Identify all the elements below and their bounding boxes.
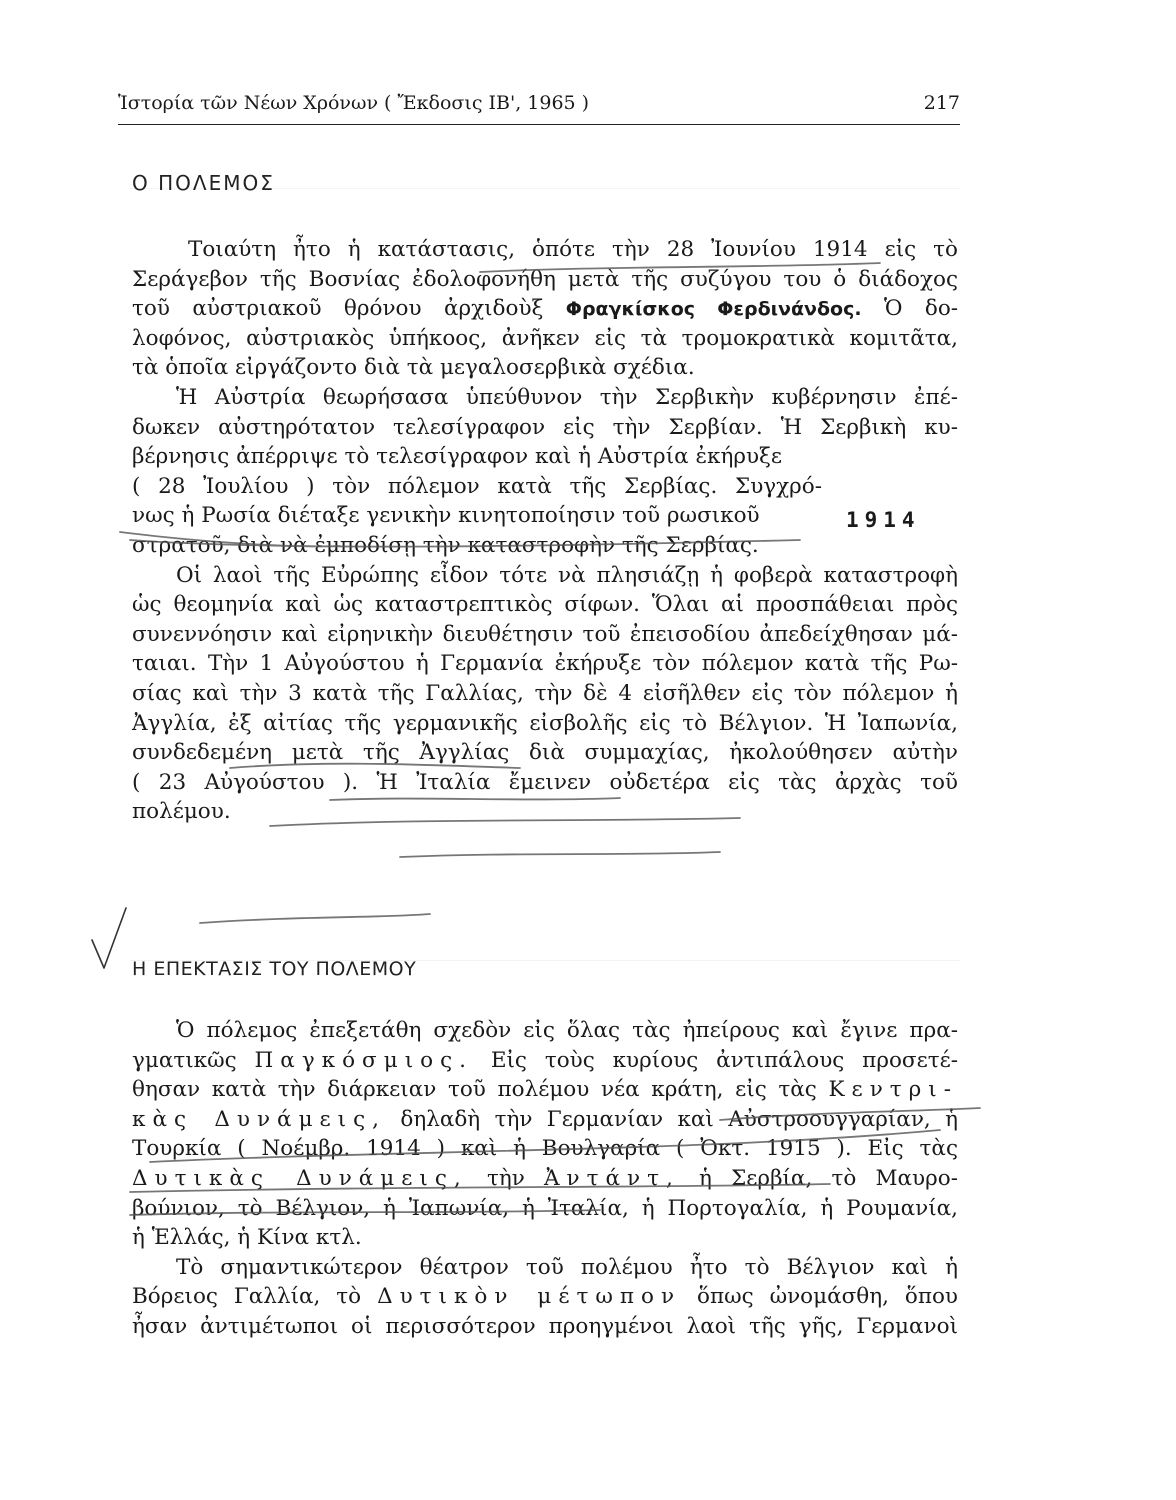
pencil-underline <box>270 818 740 826</box>
page-number: 217 <box>923 92 960 114</box>
text-line: Τουρκία ( Νοέμβρ. 1914 ) καὶ ἡ Βουλγαρία ( Ὀκτ. 1915 ). Εἰς τὰς <box>132 1136 958 1162</box>
text-line: συνδεδεμένη μετὰ τῆς Ἀγγλίας διὰ συμμαχίας, ἠκολούθησεν αὐτὴν <box>132 740 958 766</box>
pencil-underline <box>130 1210 600 1215</box>
text-line: Τοιαύτη ἦτο ἡ κατάστασις, ὁπότε τὴν 28 Ἰουνίου 1914 εἰς τὸ <box>188 237 958 262</box>
text-line: ἦσαν ἀντιμέτωποι οἱ περισσότερον προηγμένοι λαοὶ τῆς γῆς, Γερμανοὶ <box>132 1313 958 1339</box>
text-line: βούνιον, τὸ Βέλγιον, ἡ Ἰαπωνία, ἡ Ἰταλία, ἡ Πορτογαλία, ἡ Ρουμανία, <box>132 1195 958 1221</box>
running-title: Ἱστορία τῶν Νέων Χρόνων ( Ἔκδοσις ΙΒ', 1965 ) <box>118 92 590 114</box>
text-line: βέρνησις ἀπέρριψε τὸ τελεσίγραφον καὶ ἡ Αὐστρία ἐκήρυξε <box>132 444 783 470</box>
section-title: Ο ΠΟΛΕΜΟΣ <box>132 171 275 195</box>
text-line: Ἡ Αὐστρία θεωρήσασα ὑπεύθυνον τὴν Σερβικὴν κυβέρνησιν ἐπέ- <box>176 384 958 410</box>
spaced-term: Δυτικὰς Δυνάμεις, <box>132 1165 468 1191</box>
text-line: Ὁ πόλεμος ἐπεξετάθη σχεδὸν εἰς ὅλας τὰς ἠπείρους καὶ ἔγινε πρα- <box>176 1018 958 1043</box>
text-span: γματικῶς <box>132 1047 237 1073</box>
text-line: στρατοῦ, διὰ νὰ ἐμποδίσῃ τὴν καταστροφὴν τῆς Σερβίας. <box>132 532 759 558</box>
pencil-underline <box>330 798 620 800</box>
text-line: ἡ Ἑλλάς, ἡ Κίνα κτλ. <box>132 1225 362 1251</box>
text-line: τὰ ὁποῖα εἰργάζοντο διὰ τὰ μεγαλοσερβικὰ σχέδια. <box>132 355 695 381</box>
text-span: ἡ Σερβία, τὸ Μαυρο- <box>699 1165 958 1191</box>
text-line: νως ἡ Ρωσία διέταξε γενικὴν κινητοποίησιν τοῦ ρωσικοῦ <box>132 503 760 529</box>
pencil-underline <box>130 1184 830 1192</box>
text-span: ὅπως ὠνομάσθη, ὅπου <box>697 1284 958 1310</box>
text-span: θησαν κατὰ τὴν διάρκειαν τοῦ πολέμου νέα κράτη, εἰς τὰς <box>132 1077 817 1103</box>
spaced-term: Δυτικὸν μέτωπον <box>377 1284 682 1310</box>
pencil-underline <box>200 914 430 923</box>
text-span: τοῦ αὐστριακοῦ θρόνου ἀρχιδοὺξ <box>132 296 544 322</box>
text-line: δωκεν αὐστηρότατον τελεσίγραφον εἰς τὴν Σερβίαν. Ἡ Σερβικὴ κυ- <box>132 414 958 440</box>
spaced-term: Παγκόσμιος. <box>254 1047 473 1073</box>
text-span: Ὁ δο- <box>883 296 959 322</box>
text-span: Βόρειος Γαλλία, τὸ <box>132 1284 362 1310</box>
text-line: ( 28 Ἰουλίου ) τὸν πόλεμον κατὰ τῆς Σερβίας. Συγχρό- <box>132 473 822 499</box>
text-line: λοφόνος, αὐστριακὸς ὑπήκοος, ἀνῆκεν εἰς τὰ τρομοκρατικὰ κομιτᾶτα, <box>132 325 958 351</box>
text-line: Τὸ σημαντικώτερον θέατρον τοῦ πολέμου ἦτο τὸ Βέλγιον καὶ ἡ <box>176 1254 958 1280</box>
text-span: δηλαδὴ τὴν Γερμανίαν καὶ Αὐστροουγγαρίαν, ἡ <box>400 1106 958 1132</box>
text-span: Εἰς τοὺς κυρίους ἀντιπάλους προσετέ- <box>490 1047 959 1073</box>
text-line: πολέμου. <box>132 799 231 825</box>
section-title: Η ΕΠΕΚΤΑΣΙΣ ΤΟΥ ΠΟΛΕΜΟΥ <box>132 958 417 980</box>
text-line: ὡς θεομηνία καὶ ὡς καταστρεπτικὸς σίφων. Ὅλαι αἱ προσπάθειαι πρὸς <box>132 592 958 618</box>
pencil-underline <box>400 852 720 857</box>
pencil-underline <box>150 1130 940 1162</box>
text-line: σίας καὶ τὴν 3 κατὰ τῆς Γαλλίας, τὴν δὲ 4 εἰσῆλθεν εἰς τὸν πόλεμον ἡ <box>132 680 958 706</box>
check-mark-icon <box>92 908 126 968</box>
margin-year: 1914 <box>846 508 921 532</box>
text-line: ταιαι. Τὴν 1 Αὐγούστου ἡ Γερμανία ἐκήρυξε τὸν πόλεμον κατὰ τῆς Ρω- <box>132 651 958 677</box>
text-line: Οἱ λαοὶ τῆς Εὐρώπης εἶδον τότε νὰ πλησιάζῃ ἡ φοβερὰ καταστροφὴ <box>176 562 958 588</box>
pencil-underline <box>720 1108 980 1120</box>
spaced-term: κὰς Δυνάμεις, <box>132 1106 386 1132</box>
spaced-term: Ἀντάντ, <box>544 1165 680 1191</box>
text-line: Σεράγεβον τῆς Βοσνίας ἐδολοφονήθη μετὰ τῆς συζύγου του ὁ διάδοχος <box>132 266 958 292</box>
text-line: συνεννόησιν καὶ εἰρηνικὴν διευθέτησιν τοῦ ἐπεισοδίου ἀπεδείχθησαν μά- <box>132 621 958 647</box>
text-line: ( 23 Αὐγούστου ). Ἡ Ἰταλία ἔμεινεν οὐδετέρα εἰς τὰς ἀρχὰς τοῦ <box>132 769 958 795</box>
spaced-term: Κεντρι- <box>828 1077 958 1103</box>
text-line: Ἀγγλία, ἐξ αἰτίας τῆς γερμανικῆς εἰσβολῆς εἰς τὸ Βέλγιον. Ἡ Ἰαπωνία, <box>132 710 958 736</box>
pencil-underline <box>480 263 880 272</box>
bold-name: Φραγκίσκος Φερδινάνδος. <box>565 298 862 321</box>
text-span: τὴν <box>486 1165 525 1191</box>
pencil-underline <box>230 764 520 768</box>
